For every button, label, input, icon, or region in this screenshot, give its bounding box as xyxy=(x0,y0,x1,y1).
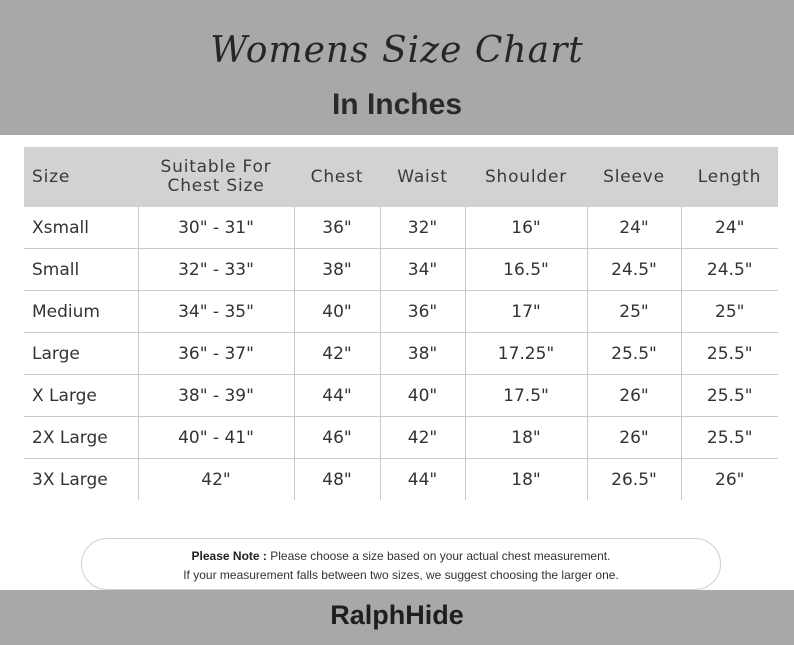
table-cell: 3X Large xyxy=(32,469,108,490)
note-line-1 xyxy=(82,547,720,566)
table-cell: 44" xyxy=(294,375,380,417)
table-row xyxy=(24,291,778,333)
table-cell: 48" xyxy=(294,459,380,501)
table-cell: Medium xyxy=(24,291,138,333)
table-cell: 16" xyxy=(465,207,587,249)
sizing-note xyxy=(81,538,721,590)
table-cell: 26.5" xyxy=(587,459,681,501)
table-cell: 32" - 33" xyxy=(138,249,294,291)
table-cell: 16.5" xyxy=(465,249,587,291)
table-cell: 25" xyxy=(587,291,681,333)
table-cell: 46" xyxy=(294,417,380,459)
table-row xyxy=(24,417,778,459)
table-cell: X Large xyxy=(24,375,138,417)
page-title: Womens Size Chart xyxy=(210,30,584,71)
table-cell: 40" xyxy=(294,291,380,333)
table-cell: 38" xyxy=(294,249,380,291)
column-header: Size xyxy=(24,147,138,207)
table-cell: 17.5" xyxy=(465,375,587,417)
column-header: Suitable For Chest Size xyxy=(138,147,294,207)
table-cell: 26" xyxy=(587,375,681,417)
column-header: Sleeve xyxy=(587,147,681,207)
table-cell: 18" xyxy=(465,417,587,459)
column-header: Shoulder xyxy=(465,147,587,207)
table-header-row xyxy=(24,147,778,207)
table-row xyxy=(24,249,778,291)
table-cell: 17.25" xyxy=(465,333,587,375)
table-cell: 25" xyxy=(681,291,778,333)
table-cell: 25.5" xyxy=(681,333,778,375)
note-label: Please Note : xyxy=(191,549,267,563)
table-cell: Xsmall xyxy=(24,207,138,249)
table-row xyxy=(24,459,778,501)
table-cell: 24.5" xyxy=(681,249,778,291)
table-cell: 17" xyxy=(465,291,587,333)
column-header: Chest xyxy=(294,147,380,207)
table-row xyxy=(24,333,778,375)
table-cell: 38" - 39" xyxy=(138,375,294,417)
table-cell: Small xyxy=(24,249,138,291)
table-cell: 40" xyxy=(380,375,465,417)
table-row xyxy=(24,375,778,417)
table-row xyxy=(24,207,778,249)
table-cell: 24.5" xyxy=(587,249,681,291)
table-cell: 2X Large xyxy=(24,417,138,459)
table-cell: 24" xyxy=(681,207,778,249)
table-cell: 38" xyxy=(380,333,465,375)
table-cell: 42" xyxy=(380,417,465,459)
column-header: Length xyxy=(681,147,778,207)
table-cell: 25.5" xyxy=(681,375,778,417)
table-cell: 36" - 37" xyxy=(138,333,294,375)
table-cell: 40" - 41" xyxy=(138,417,294,459)
column-header: Waist xyxy=(380,147,465,207)
table-cell: 34" xyxy=(380,249,465,291)
table-cell: 36" xyxy=(294,207,380,249)
table-cell: 26" xyxy=(681,459,778,501)
table-cell: Large xyxy=(24,333,138,375)
note-text-2: If your measurement falls between two sizes, we suggest choosing the larger one. xyxy=(183,568,619,582)
table-cell: 34" - 35" xyxy=(138,291,294,333)
table-cell: 18" xyxy=(465,459,587,501)
table-cell: 32" xyxy=(380,207,465,249)
header-band xyxy=(0,0,794,135)
size-chart-table xyxy=(24,147,778,500)
table-cell: 26" xyxy=(587,417,681,459)
table-cell: 42" xyxy=(138,459,294,501)
table-cell: 25.5" xyxy=(681,417,778,459)
brand-name: RalphHide xyxy=(330,600,464,630)
footer-band xyxy=(0,590,794,645)
table-cell: 25.5" xyxy=(587,333,681,375)
note-text-1: Please choose a size based on your actual chest measurement. xyxy=(266,549,611,563)
table-cell: 30" - 31" xyxy=(138,207,294,249)
page-subtitle: In Inches xyxy=(331,88,463,121)
table-cell: 24" xyxy=(587,207,681,249)
table-cell: 42" xyxy=(294,333,380,375)
table-cell: 44" xyxy=(380,459,465,501)
table-cell: 36" xyxy=(380,291,465,333)
